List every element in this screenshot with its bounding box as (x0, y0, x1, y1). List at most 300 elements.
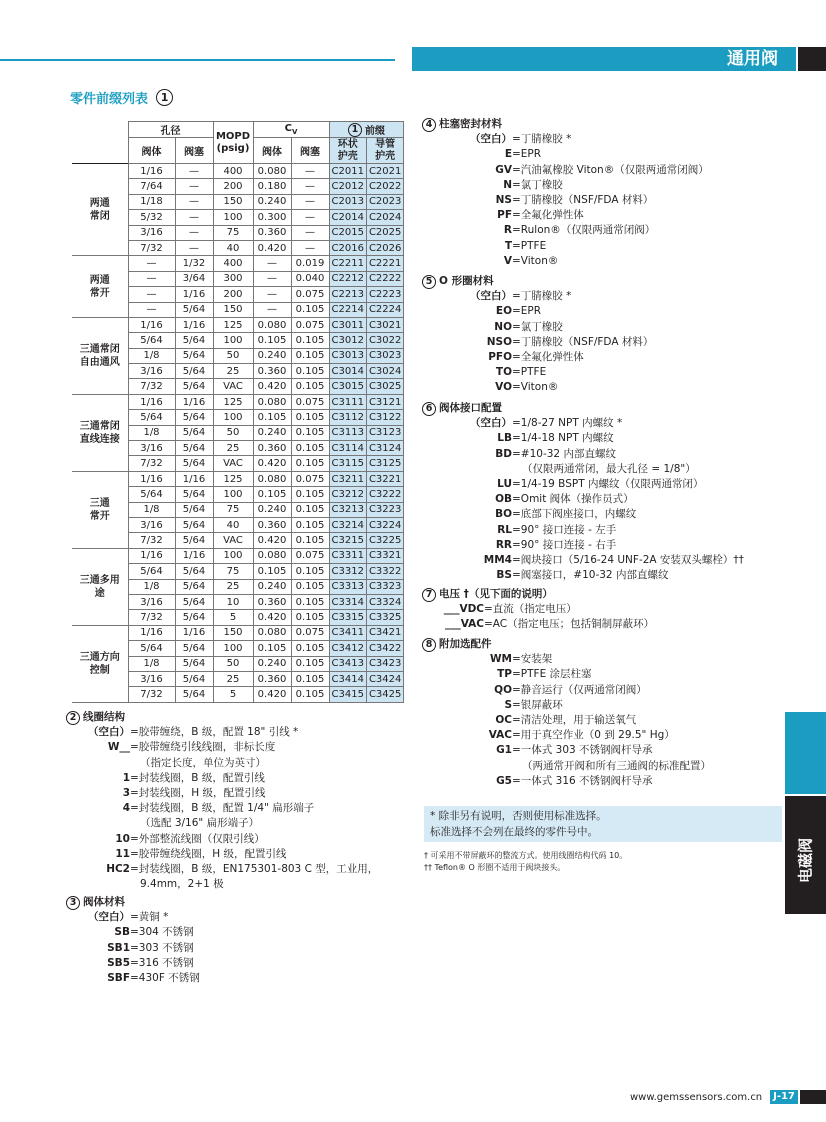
table-cell: 100 (213, 487, 253, 502)
table-cell: 5/64 (175, 348, 213, 363)
option-code: R (503, 224, 512, 237)
table-cell: 3/16 (128, 517, 175, 532)
table-cell: 0.360 (253, 441, 291, 456)
table-cell: 0.240 (253, 656, 291, 671)
table-cell: C3215 (329, 533, 366, 548)
option-code: （空白） (470, 417, 512, 430)
table-cell: 5/64 (175, 594, 213, 609)
table-cell: 3/16 (128, 225, 175, 240)
table-cell: 0.240 (253, 194, 291, 209)
circled-number-1: 1 (156, 89, 173, 106)
table-cell: C3225 (366, 533, 403, 548)
option-row (422, 335, 653, 350)
header-bore-plunger: 阀塞 (175, 138, 213, 164)
table-cell: 1/16 (175, 471, 213, 486)
table-cell: 1/16 (175, 548, 213, 563)
table-cell: 0.105 (253, 333, 291, 348)
table-cell: 0.080 (253, 394, 291, 409)
banner-end-block (798, 47, 826, 71)
section-title (422, 401, 744, 416)
table-cell: 40 (213, 240, 253, 255)
option-description: =丁腈橡胶（NSF/FDA 材料） (512, 335, 654, 348)
table-cell: 0.360 (253, 225, 291, 240)
option-row (66, 816, 378, 831)
option-row (422, 492, 744, 507)
table-cell: 400 (213, 164, 253, 179)
table-row (72, 317, 404, 332)
table-cell: 25 (213, 671, 253, 686)
option-description: =一体式 303 不锈钢阀杆导承 (512, 744, 653, 757)
table-cell: C3325 (366, 610, 403, 625)
page-number: J-17 (770, 1090, 798, 1104)
table-cell: 1/16 (175, 287, 213, 302)
section-title-text: 柱塞密封材料 (439, 118, 502, 130)
circled-number-6: 6 (422, 402, 436, 416)
note-line: 标准选择不会列在最终的零件号中。 (430, 826, 598, 838)
section-title (422, 117, 709, 132)
option-description: =316 不锈钢 (130, 956, 194, 969)
table-row (72, 256, 404, 271)
table-cell: 0.420 (253, 533, 291, 548)
option-code: SB5 (107, 956, 130, 969)
option-row (422, 743, 711, 758)
valve-type-label: 两通 常闭 (72, 164, 128, 256)
option-row (66, 862, 378, 877)
table-cell: 0.105 (291, 348, 329, 363)
table-cell: C3222 (366, 487, 403, 502)
table-cell: 5 (213, 687, 253, 702)
option-row (422, 365, 653, 380)
table-cell: — (175, 179, 213, 194)
website-url: www.gemssensors.com.cn (630, 1092, 763, 1103)
option-description: =#10-32 内部直螺纹 (512, 447, 616, 460)
section-title (66, 710, 378, 725)
table-cell: — (291, 179, 329, 194)
table-cell: C3012 (329, 333, 366, 348)
table-cell: 7/32 (128, 379, 175, 394)
table-cell: 5/64 (175, 656, 213, 671)
option-row (66, 941, 200, 956)
table-cell: C2025 (366, 225, 403, 240)
option-row (66, 725, 378, 740)
table-cell: 75 (213, 564, 253, 579)
page-title-text: 零件前缀列表 (70, 92, 149, 107)
option-row (66, 786, 378, 801)
option-row (422, 602, 654, 617)
table-cell: 1/8 (128, 425, 175, 440)
table-cell: 0.105 (291, 533, 329, 548)
table-cell: C3414 (329, 671, 366, 686)
table-cell: 1/8 (128, 348, 175, 363)
option-description: =丁腈橡胶 * (512, 133, 572, 146)
valve-type-label: 三通常闭 直线连接 (72, 394, 128, 471)
table-cell: 0.105 (291, 517, 329, 532)
table-cell: — (253, 302, 291, 317)
table-cell: C3411 (329, 625, 366, 640)
table-cell: 0.105 (291, 671, 329, 686)
option-code: SB1 (107, 941, 130, 954)
option-code: VO (495, 381, 512, 394)
table-cell: 25 (213, 364, 253, 379)
table-cell: 5/64 (175, 533, 213, 548)
table-cell: 200 (213, 179, 253, 194)
table-cell: 0.075 (291, 548, 329, 563)
option-description: =Omit 阀体（操作员式） (512, 493, 634, 506)
table-cell: 0.105 (253, 564, 291, 579)
table-cell: C3114 (329, 441, 366, 456)
table-cell: 5/64 (175, 425, 213, 440)
table-cell: C3013 (329, 348, 366, 363)
table-cell: C2224 (366, 302, 403, 317)
option-section-8 (422, 637, 711, 789)
option-description: =303 不锈钢 (130, 941, 194, 954)
option-code: ___VDC (443, 603, 484, 616)
option-row (66, 771, 378, 786)
option-section-7 (422, 587, 654, 633)
option-description: =430F 不锈钢 (130, 972, 200, 985)
table-cell: C3421 (366, 625, 403, 640)
option-row (66, 925, 200, 940)
table-cell: C3224 (366, 517, 403, 532)
table-cell: C3322 (366, 564, 403, 579)
section-title-text: 附加选配件 (439, 638, 492, 650)
table-cell: 0.105 (291, 441, 329, 456)
table-cell: 0.105 (291, 687, 329, 702)
option-description: =PTFE (512, 239, 547, 252)
option-code: T (504, 239, 512, 252)
table-cell: 1/16 (128, 548, 175, 563)
table-cell: — (291, 240, 329, 255)
option-description: =清洁处理，用于输送氧气 (512, 714, 637, 727)
table-cell: 0.080 (253, 548, 291, 563)
table-cell: 0.075 (291, 394, 329, 409)
table-cell: 0.075 (291, 287, 329, 302)
table-cell: 5/64 (175, 641, 213, 656)
option-code: BS (496, 569, 512, 582)
table-cell: C3123 (366, 425, 403, 440)
option-row (66, 740, 378, 755)
note-line: * 除非另有说明，否则使用标准选择。 (430, 810, 607, 822)
table-cell: 0.105 (291, 641, 329, 656)
option-description: =PTFE 涂层柱塞 (512, 668, 592, 681)
table-cell: C3324 (366, 594, 403, 609)
table-cell: 7/32 (128, 533, 175, 548)
prefix-table (72, 121, 404, 703)
table-cell: C3111 (329, 394, 366, 409)
footnote: †† Teflon® O 形圈不适用于阀块接头。 (424, 863, 566, 872)
table-cell: C3214 (329, 517, 366, 532)
table-cell: 7/32 (128, 456, 175, 471)
option-code: BD (495, 447, 512, 460)
option-code: NSO (486, 335, 512, 348)
table-cell: C2012 (329, 179, 366, 194)
option-row (422, 477, 744, 492)
table-cell: C3425 (366, 687, 403, 702)
option-row (422, 447, 744, 462)
option-description: （两通常开阀和所有三通阀的标准配置） (522, 759, 711, 772)
sidebar-tab (785, 796, 826, 914)
option-description: =Viton® (512, 381, 559, 394)
table-cell: — (253, 287, 291, 302)
table-cell: — (128, 256, 175, 271)
table-cell: 5/32 (128, 210, 175, 225)
table-cell: 0.105 (291, 502, 329, 517)
option-code: V (503, 254, 512, 267)
table-cell: C2021 (366, 164, 403, 179)
table-cell: 0.240 (253, 348, 291, 363)
section-title-text: 阀体接口配置 (439, 402, 502, 414)
option-row (422, 223, 709, 238)
table-cell: 5/64 (128, 487, 175, 502)
table-cell: 0.360 (253, 517, 291, 532)
table-row (72, 625, 404, 640)
table-cell: 1/8 (128, 502, 175, 517)
table-cell: C3314 (329, 594, 366, 609)
option-description: =直流（指定电压） (484, 603, 577, 616)
table-cell: 1/16 (175, 394, 213, 409)
option-code: WM (489, 653, 512, 666)
option-row (422, 774, 711, 789)
option-description: =1/8-27 NPT 内螺纹 * (512, 417, 623, 430)
table-cell: 0.019 (291, 256, 329, 271)
option-row (422, 538, 744, 553)
option-code (66, 877, 130, 892)
table-cell: 1/16 (175, 625, 213, 640)
table-cell: C3213 (329, 502, 366, 517)
option-code (66, 816, 130, 831)
option-code: LU (497, 478, 512, 491)
option-description: =胶带缠绕引线线圈，非标长度 (130, 741, 276, 754)
table-cell: 0.105 (253, 641, 291, 656)
table-cell: 5/64 (128, 333, 175, 348)
table-cell: 5/64 (128, 410, 175, 425)
table-cell: C3412 (329, 641, 366, 656)
table-cell: 1/16 (128, 625, 175, 640)
table-cell: C3113 (329, 425, 366, 440)
table-cell: C3415 (329, 687, 366, 702)
option-code: MM4 (483, 554, 512, 567)
option-row (422, 683, 711, 698)
table-cell: C2024 (366, 210, 403, 225)
valve-type-label: 三通常闭 自由通风 (72, 317, 128, 394)
table-cell: — (253, 256, 291, 271)
option-row (422, 553, 744, 568)
option-description: =Viton® (512, 254, 559, 267)
table-cell: C2023 (366, 194, 403, 209)
option-section-6 (422, 401, 744, 583)
option-code: （空白） (470, 290, 512, 303)
option-row (422, 304, 653, 319)
table-cell: 1/18 (128, 194, 175, 209)
option-section-3 (66, 895, 200, 986)
option-description: =胶带缠绕，B 级，配置 18" 引线 * (130, 726, 299, 739)
table-cell: C3315 (329, 610, 366, 625)
sidebar-label: 电磁阀 (796, 838, 815, 884)
option-description: =底部下阀座接口，内螺纹 (512, 508, 637, 521)
option-description: =全氟化弹性体 (512, 209, 584, 222)
table-cell: 100 (213, 210, 253, 225)
option-description: =丁腈橡胶（NSF/FDA 材料） (512, 194, 654, 207)
header-bore: 孔径 (128, 122, 213, 138)
option-code: PFO (488, 351, 512, 364)
table-cell: C3015 (329, 379, 366, 394)
table-cell: 150 (213, 302, 253, 317)
circled-number-7: 7 (422, 588, 436, 602)
table-cell: C3211 (329, 471, 366, 486)
table-cell: 5/64 (175, 410, 213, 425)
table-cell: 0.420 (253, 687, 291, 702)
table-cell: 0.105 (291, 594, 329, 609)
table-cell: 0.360 (253, 671, 291, 686)
option-row (422, 380, 653, 395)
table-cell: 0.105 (291, 379, 329, 394)
option-row (422, 193, 709, 208)
option-code: RR (495, 538, 512, 551)
valve-type-label: 两通 常开 (72, 256, 128, 318)
table-cell: C3221 (366, 471, 403, 486)
table-cell: 125 (213, 317, 253, 332)
table-cell: 1/16 (175, 317, 213, 332)
option-row (422, 431, 744, 446)
option-description: =黄铜 * (130, 911, 169, 924)
option-row (422, 163, 709, 178)
table-cell: 0.040 (291, 271, 329, 286)
table-cell: C2213 (329, 287, 366, 302)
option-description: =全氟化弹性体 (512, 351, 584, 364)
option-code: S (504, 698, 512, 711)
valve-type-label: 三通多用 途 (72, 548, 128, 625)
table-cell: C2014 (329, 210, 366, 225)
header-bore-body: 阀体 (128, 138, 175, 164)
table-cell: C2011 (329, 164, 366, 179)
option-description: =用于真空作业（0 到 29.5" Hg） (512, 729, 675, 742)
table-cell: C2221 (366, 256, 403, 271)
valve-type-label: 三通方向 控制 (72, 625, 128, 702)
table-cell: 5/64 (175, 441, 213, 456)
table-cell: 125 (213, 394, 253, 409)
table-cell: 1/16 (128, 471, 175, 486)
table-cell: 25 (213, 441, 253, 456)
table-cell: — (291, 194, 329, 209)
table-cell: 7/32 (128, 687, 175, 702)
table-cell: 0.105 (291, 333, 329, 348)
table-cell: C3124 (366, 441, 403, 456)
table-cell: — (175, 210, 213, 225)
table-cell: C3312 (329, 564, 366, 579)
table-cell: 0.105 (291, 564, 329, 579)
option-description: =一体式 316 不锈钢阀杆导承 (512, 774, 653, 787)
option-code: TP (497, 668, 512, 681)
table-cell: C3112 (329, 410, 366, 425)
table-cell: 100 (213, 410, 253, 425)
table-cell: 0.105 (291, 456, 329, 471)
table-cell: 0.360 (253, 594, 291, 609)
table-cell: C3311 (329, 548, 366, 563)
option-description: =EPR (512, 148, 542, 161)
option-description: =1/4-18 NPT 内螺纹 (512, 432, 614, 445)
option-code: N (503, 178, 512, 191)
table-cell: VAC (213, 379, 253, 394)
option-description: =丁腈橡胶 * (512, 290, 572, 303)
table-cell: — (175, 164, 213, 179)
table-cell: 0.075 (291, 471, 329, 486)
option-description: =304 不锈钢 (130, 926, 194, 939)
table-cell: 5/64 (175, 610, 213, 625)
table-cell: C3022 (366, 333, 403, 348)
table-cell: C2212 (329, 271, 366, 286)
option-code: LB (497, 432, 512, 445)
table-cell: 5/64 (175, 671, 213, 686)
table-cell: 1/32 (175, 256, 213, 271)
option-code: W__ (107, 741, 130, 754)
table-cell: C3424 (366, 671, 403, 686)
table-cell: C3413 (329, 656, 366, 671)
option-code: ___VAC (445, 618, 484, 631)
table-cell: 0.420 (253, 240, 291, 255)
table-cell: 5/64 (175, 364, 213, 379)
standard-selection-note (424, 806, 782, 842)
option-row (422, 652, 711, 667)
option-code: G1 (496, 744, 512, 757)
valve-type-label: 三通 常开 (72, 471, 128, 548)
table-cell: 7/64 (128, 179, 175, 194)
table-cell: 7/32 (128, 610, 175, 625)
table-cell: C3313 (329, 579, 366, 594)
option-code: NO (494, 320, 512, 333)
table-cell: C3014 (329, 364, 366, 379)
option-row (66, 971, 200, 986)
footnote: † 可采用不带屏蔽环的整流方式。使用线圈结构代码 10。 (424, 851, 628, 860)
table-cell: — (128, 302, 175, 317)
option-description: =阀块接口（5/16-24 UNF-2A 安装双头螺栓）†† (512, 554, 744, 567)
table-cell: 200 (213, 287, 253, 302)
option-code: G5 (496, 774, 512, 787)
option-description: =90° 接口连接 - 左手 (512, 523, 617, 536)
option-row (422, 728, 711, 743)
table-cell: 5/64 (175, 333, 213, 348)
option-code: （空白） (88, 911, 130, 924)
option-row (422, 507, 744, 522)
table-cell: 10 (213, 594, 253, 609)
table-cell: 5/64 (175, 502, 213, 517)
table-cell: VAC (213, 533, 253, 548)
option-code: EO (495, 305, 512, 318)
table-cell: 1/16 (128, 317, 175, 332)
table-cell: 40 (213, 517, 253, 532)
table-cell: 5/64 (175, 517, 213, 532)
table-cell: 0.105 (291, 302, 329, 317)
table-cell: C3023 (366, 348, 403, 363)
option-row (66, 910, 200, 925)
option-code (66, 756, 130, 771)
table-cell: C2223 (366, 287, 403, 302)
table-cell: 0.300 (253, 210, 291, 225)
table-cell: 5/64 (175, 456, 213, 471)
option-code (422, 462, 512, 477)
option-row (66, 801, 378, 816)
option-row (422, 350, 653, 365)
table-cell: 1/8 (128, 579, 175, 594)
table-cell: 100 (213, 333, 253, 348)
table-cell: C3115 (329, 456, 366, 471)
table-cell: 0.105 (291, 610, 329, 625)
table-cell: 25 (213, 579, 253, 594)
table-cell: C3011 (329, 317, 366, 332)
table-cell: 0.360 (253, 364, 291, 379)
table-cell: 150 (213, 625, 253, 640)
table-cell: 1/8 (128, 656, 175, 671)
page-number-end-block (800, 1090, 826, 1104)
